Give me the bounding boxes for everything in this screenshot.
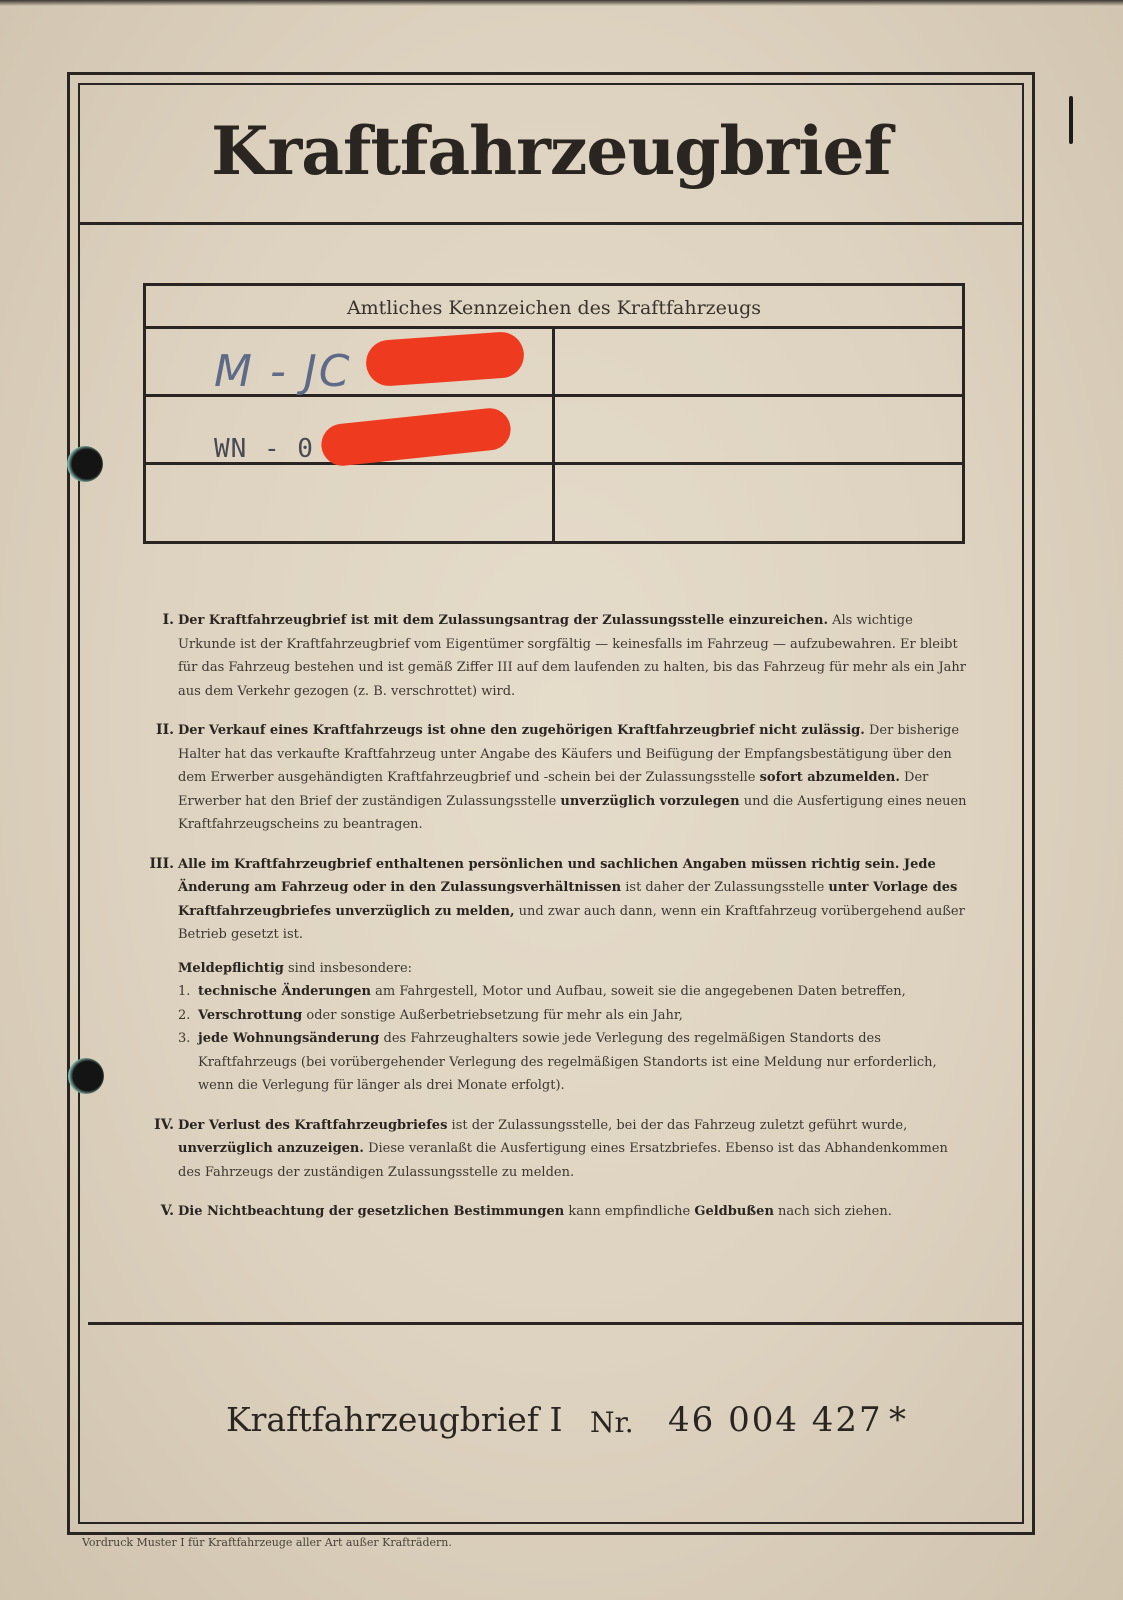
note-body: kann empfindliche [568, 1204, 691, 1219]
note-body: ist der Zulassungsstelle, bei der das Fahrzeug zuletzt geführt wurde, [451, 1117, 908, 1133]
plate-entry-typed: WN - 0 [214, 434, 314, 464]
reporting-lead-text: sind insbesondere: [287, 960, 413, 976]
note-1 [140, 609, 968, 703]
note-emphasis: Geldbußen [694, 1204, 774, 1219]
list-item-text: oder sonstige Außerbetriebsetzung für mehr als ein Jahr, [306, 1007, 683, 1023]
redaction-mark [365, 331, 526, 388]
punch-hole-bottom [68, 1058, 104, 1094]
list-item-number: 2. [178, 1007, 191, 1023]
note-number: II. [156, 722, 174, 738]
page-edge-shadow [0, 0, 1123, 6]
note-number: III. [149, 855, 174, 872]
document-number: 46 004 427 [668, 1400, 883, 1440]
reporting-lead-bold: Meldepflichtig [178, 960, 284, 976]
note-2 [140, 719, 968, 837]
note-emphasis: sofort abzumelden. [759, 770, 900, 785]
footer-label: Kraftfahrzeugbrief I [226, 1400, 563, 1439]
reporting-lead [178, 957, 968, 981]
document-title: Kraftfahrzeugbrief [211, 112, 891, 190]
note-body: Der Erwerber hat den Brief der zuständigen Zulassungsstelle [178, 770, 929, 809]
note-lead: Der Kraftfahrzeugbrief ist mit dem Zulassungsantrag der Zulassungsstelle einzureichen. [178, 613, 828, 628]
list-item [178, 980, 968, 1004]
plate-table-header: Amtliches Kennzeichen des Kraftfahrzeugs [146, 286, 962, 329]
list-item-text: des Fahrzeughalters sowie jede Verlegung des regelmäßigen Standorts des Kraftfahrzeugs (bei vorübergehender Verlegung des regelmäßigen Standorts ist eine Meldung nur erforderlich, wenn die Verlegung für länger als drei Monate erfolgt). [198, 1031, 937, 1093]
plate-table-column-divider [552, 329, 555, 544]
list-item-number: 3. [178, 1031, 191, 1046]
pen-mark [1069, 96, 1073, 144]
instructions-section [140, 609, 968, 1240]
reporting-obligations [178, 957, 968, 1098]
punch-hole-top [67, 446, 103, 482]
form-imprint: Vordruck Muster I für Kraftfahrzeuge aller Art außer Krafträdern. [82, 1536, 452, 1549]
note-number: IV. [154, 1116, 174, 1133]
note-body: und zwar auch dann, wenn ein Kraftfahrzeug vorübergehend außer Betrieb gesetzt ist. [178, 903, 965, 942]
note-lead: Der Verkauf eines Kraftfahrzeugs ist ohne den zugehörigen Kraftfahrzeugbrief nicht zulässig. [178, 723, 865, 738]
note-body: ist daher der Zulassungsstelle [625, 880, 825, 895]
note-emphasis: unter Vorlage des Kraftfahrzeugbriefes unverzüglich zu melden, [178, 880, 958, 919]
list-item [178, 1027, 968, 1098]
note-body: nach sich ziehen. [778, 1204, 892, 1219]
note-body: und die Ausfertigung eines neuen Kraftfahrzeugscheins zu beantragen. [178, 793, 967, 832]
note-number: V. [160, 1203, 174, 1219]
list-item-bold: Verschrottung [198, 1007, 303, 1023]
list-item-bold: jede Wohnungsänderung [198, 1031, 380, 1046]
list-item-number: 1. [178, 984, 191, 999]
note-emphasis: unverzüglich anzuzeigen. [178, 1141, 364, 1156]
list-item-bold: technische Änderungen [198, 984, 371, 999]
note-4 [140, 1114, 968, 1185]
list-item-text: am Fahrgestell, Motor und Aufbau, soweit sie die angegebenen Daten betreffen, [375, 984, 906, 999]
note-3 [140, 853, 968, 1098]
note-emphasis: unverzüglich vorzulegen [560, 793, 740, 809]
footer-nr-label: Nr. [590, 1406, 634, 1439]
note-lead: Alle im Kraftfahrzeugbrief enthaltenen persönlichen und sachlichen Angaben müssen richtig sein. Jede Änderung am Fahrzeug oder in den Zulassungsverhältnissen [178, 856, 936, 895]
note-lead: Der Verlust des Kraftfahrzeugbriefes [178, 1117, 448, 1133]
note-5 [140, 1200, 968, 1224]
redaction-mark [319, 406, 512, 468]
note-number: I. [162, 612, 174, 628]
note-body: Der bisherige Halter hat das verkaufte Kraftfahrzeug unter Angabe des Käufers und Beifügung der Empfangsbestätigung über den dem Erwerber ausgehändigten Kraftfahrzeugbrief und -schein bei der Zulassungsstelle [178, 723, 960, 785]
plate-entry-handwritten: M - JC [214, 346, 352, 397]
note-lead: Die Nichtbeachtung der gesetzlichen Bestimmungen [178, 1204, 565, 1219]
title-divider [78, 222, 1024, 225]
list-item [178, 1004, 968, 1028]
note-body: Diese veranlaßt die Ausfertigung eines Ersatzbriefes. Ebenso ist das Abhandenkommen des Fahrzeugs der zuständigen Zulassungsstelle zu melden. [178, 1141, 948, 1180]
license-plate-table [143, 283, 965, 544]
footer-divider [88, 1322, 1024, 1325]
asterisk-icon: * [889, 1400, 906, 1440]
note-body: Als wichtige Urkunde ist der Kraftfahrzeugbrief vom Eigentümer sorgfältig — keinesfalls im Fahrzeug — aufzubewahren. Er bleibt für das Fahrzeug bestehen und ist gemäß Ziffer III auf dem laufenden zu halten, bis das Fahrzeug für mehr als ein Jahr aus dem Verkehr gezogen (z. B. verschrottet) wird. [178, 613, 967, 699]
